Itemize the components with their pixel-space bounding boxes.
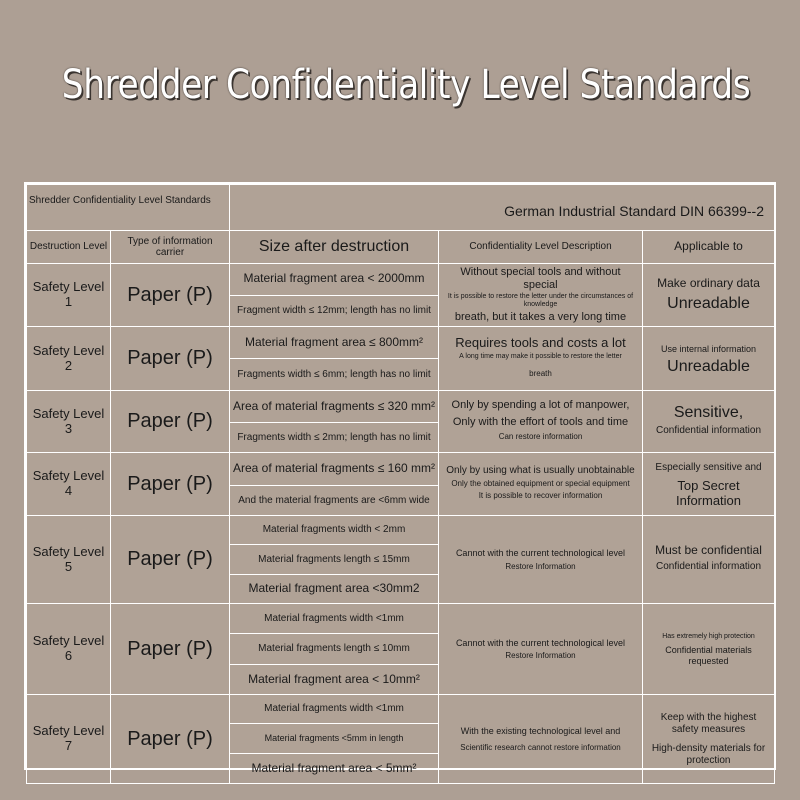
applicable-cell: [643, 391, 775, 453]
size-cell: Material fragment area < 2000mm: [230, 264, 439, 296]
size-cell: Material fragments width <1mm: [230, 695, 439, 724]
table-row: [27, 604, 775, 634]
table-caption-row: [27, 185, 775, 231]
size-cell: Material fragment area <30mm2: [230, 575, 439, 604]
description-line: Only by spending a lot of manpower,: [451, 399, 630, 412]
level-cell: Safety Level 4: [27, 453, 111, 516]
applicable-line: Confidential information: [655, 560, 762, 572]
carrier-cell: Paper (P): [111, 391, 230, 453]
applicable-line: Unreadable: [667, 357, 750, 375]
table-row: [27, 327, 775, 359]
size-cell: Area of material fragments ≤ 160 mm²: [230, 453, 439, 486]
standard-reference: German Industrial Standard DIN 66399--2: [230, 185, 775, 231]
header-description: Confidentiality Level Description: [439, 231, 643, 264]
standards-table: [24, 182, 776, 775]
applicable-cell: [643, 604, 775, 695]
header-carrier: Type of information carrier: [111, 231, 230, 264]
description-cell: [439, 391, 643, 453]
carrier-cell: Paper (P): [111, 327, 230, 391]
level-cell: Safety Level 1: [27, 264, 111, 327]
description-line: Only by using what is usually unobtainable: [446, 464, 635, 476]
size-cell: Material fragments <5mm in length: [230, 724, 439, 754]
page-title: Shredder Confidentiality Level Standards: [61, 62, 751, 108]
carrier-cell: Paper (P): [111, 453, 230, 516]
description-line: Only with the effort of tools and time: [452, 415, 629, 428]
size-cell: Fragment width ≤ 12mm; length has no limit: [230, 295, 439, 327]
description-line: Scientific research cannot restore information: [460, 742, 621, 752]
description-line: Only the obtained equipment or special equipment: [451, 479, 630, 489]
level-cell: Safety Level 5: [27, 516, 111, 604]
description-line: Without special tools and without special: [460, 266, 621, 291]
applicable-cell: [643, 695, 775, 784]
applicable-line: Keep with the highest safety measures: [660, 712, 757, 735]
size-cell: And the material fragments are <6mm wide: [230, 486, 439, 516]
size-cell: Material fragments width <1mm: [230, 604, 439, 634]
size-cell: Fragments width ≤ 6mm; length has no limit: [230, 359, 439, 391]
carrier-cell: Paper (P): [111, 604, 230, 695]
description-cell: [439, 604, 643, 695]
applicable-line: Unreadable: [667, 294, 750, 312]
level-cell: Safety Level 3: [27, 391, 111, 453]
carrier-cell: Paper (P): [111, 516, 230, 604]
applicable-line: Confidential information: [655, 424, 762, 436]
description-cell: [439, 264, 643, 327]
description-line: A long time may make it possible to restore the letter: [459, 352, 622, 360]
description-line: It is possible to recover information: [478, 491, 603, 501]
carrier-cell: Paper (P): [111, 695, 230, 784]
applicable-line: High-density materials for protection: [651, 743, 766, 766]
description-cell: [439, 516, 643, 604]
applicable-line: Must be confidential: [655, 542, 762, 557]
description-line: Requires tools and costs a lot: [455, 334, 626, 350]
header-size: Size after destruction: [230, 231, 439, 264]
header-applicable: Applicable to: [643, 231, 775, 264]
size-cell: Material fragment area ≤ 800mm²: [230, 327, 439, 359]
level-cell: Safety Level 6: [27, 604, 111, 695]
table-header-row: [27, 231, 775, 264]
applicable-line: Top Secret Information: [675, 478, 742, 509]
applicable-line: Confidential materials requested: [665, 645, 752, 666]
size-cell: Material fragments width < 2mm: [230, 516, 439, 545]
description-line: Cannot with the current technological level: [455, 548, 626, 559]
applicable-line: Make ordinary data: [657, 275, 760, 290]
level-cell: Safety Level 2: [27, 327, 111, 391]
size-cell: Area of material fragments ≤ 320 mm²: [230, 391, 439, 423]
size-cell: Material fragment area < 10mm²: [230, 665, 439, 695]
description-line: Restore Information: [505, 561, 576, 571]
applicable-line: Especially sensitive and: [655, 461, 762, 473]
applicable-line: Has extremely high protection: [662, 633, 755, 641]
applicable-cell: [643, 327, 775, 391]
size-cell: Material fragment area < 5mm²: [230, 754, 439, 784]
table-row: [27, 516, 775, 545]
applicable-line: Sensitive,: [673, 403, 744, 421]
size-cell: Material fragments length ≤ 10mm: [230, 634, 439, 665]
description-line: With the existing technological level and: [460, 726, 621, 737]
table-caption: Shredder Confidentiality Level Standards: [27, 185, 230, 231]
description-line: Cannot with the current technological level: [455, 637, 626, 648]
description-line: It is possible to restore the letter under the circumstances of knowledge: [447, 293, 634, 309]
size-cell: Material fragments length ≤ 15mm: [230, 545, 439, 575]
description-line: breath, but it takes a very long time: [454, 311, 627, 324]
table-row: [27, 264, 775, 296]
table-row: [27, 695, 775, 724]
header-destruction-level: Destruction Level: [27, 231, 111, 264]
description-cell: [439, 695, 643, 784]
description-cell: [439, 453, 643, 516]
applicable-cell: [643, 264, 775, 327]
size-cell: Fragments width ≤ 2mm; length has no limit: [230, 423, 439, 453]
table-row: [27, 453, 775, 486]
description-line: Can restore information: [498, 431, 583, 441]
description-line: breath: [529, 368, 552, 378]
level-cell: Safety Level 7: [27, 695, 111, 784]
applicable-cell: [643, 453, 775, 516]
carrier-cell: Paper (P): [111, 264, 230, 327]
description-line: Restore Information: [505, 651, 576, 661]
applicable-line: Use internal information: [660, 343, 757, 354]
applicable-cell: [643, 516, 775, 604]
description-cell: [439, 327, 643, 391]
table-row: [27, 391, 775, 423]
